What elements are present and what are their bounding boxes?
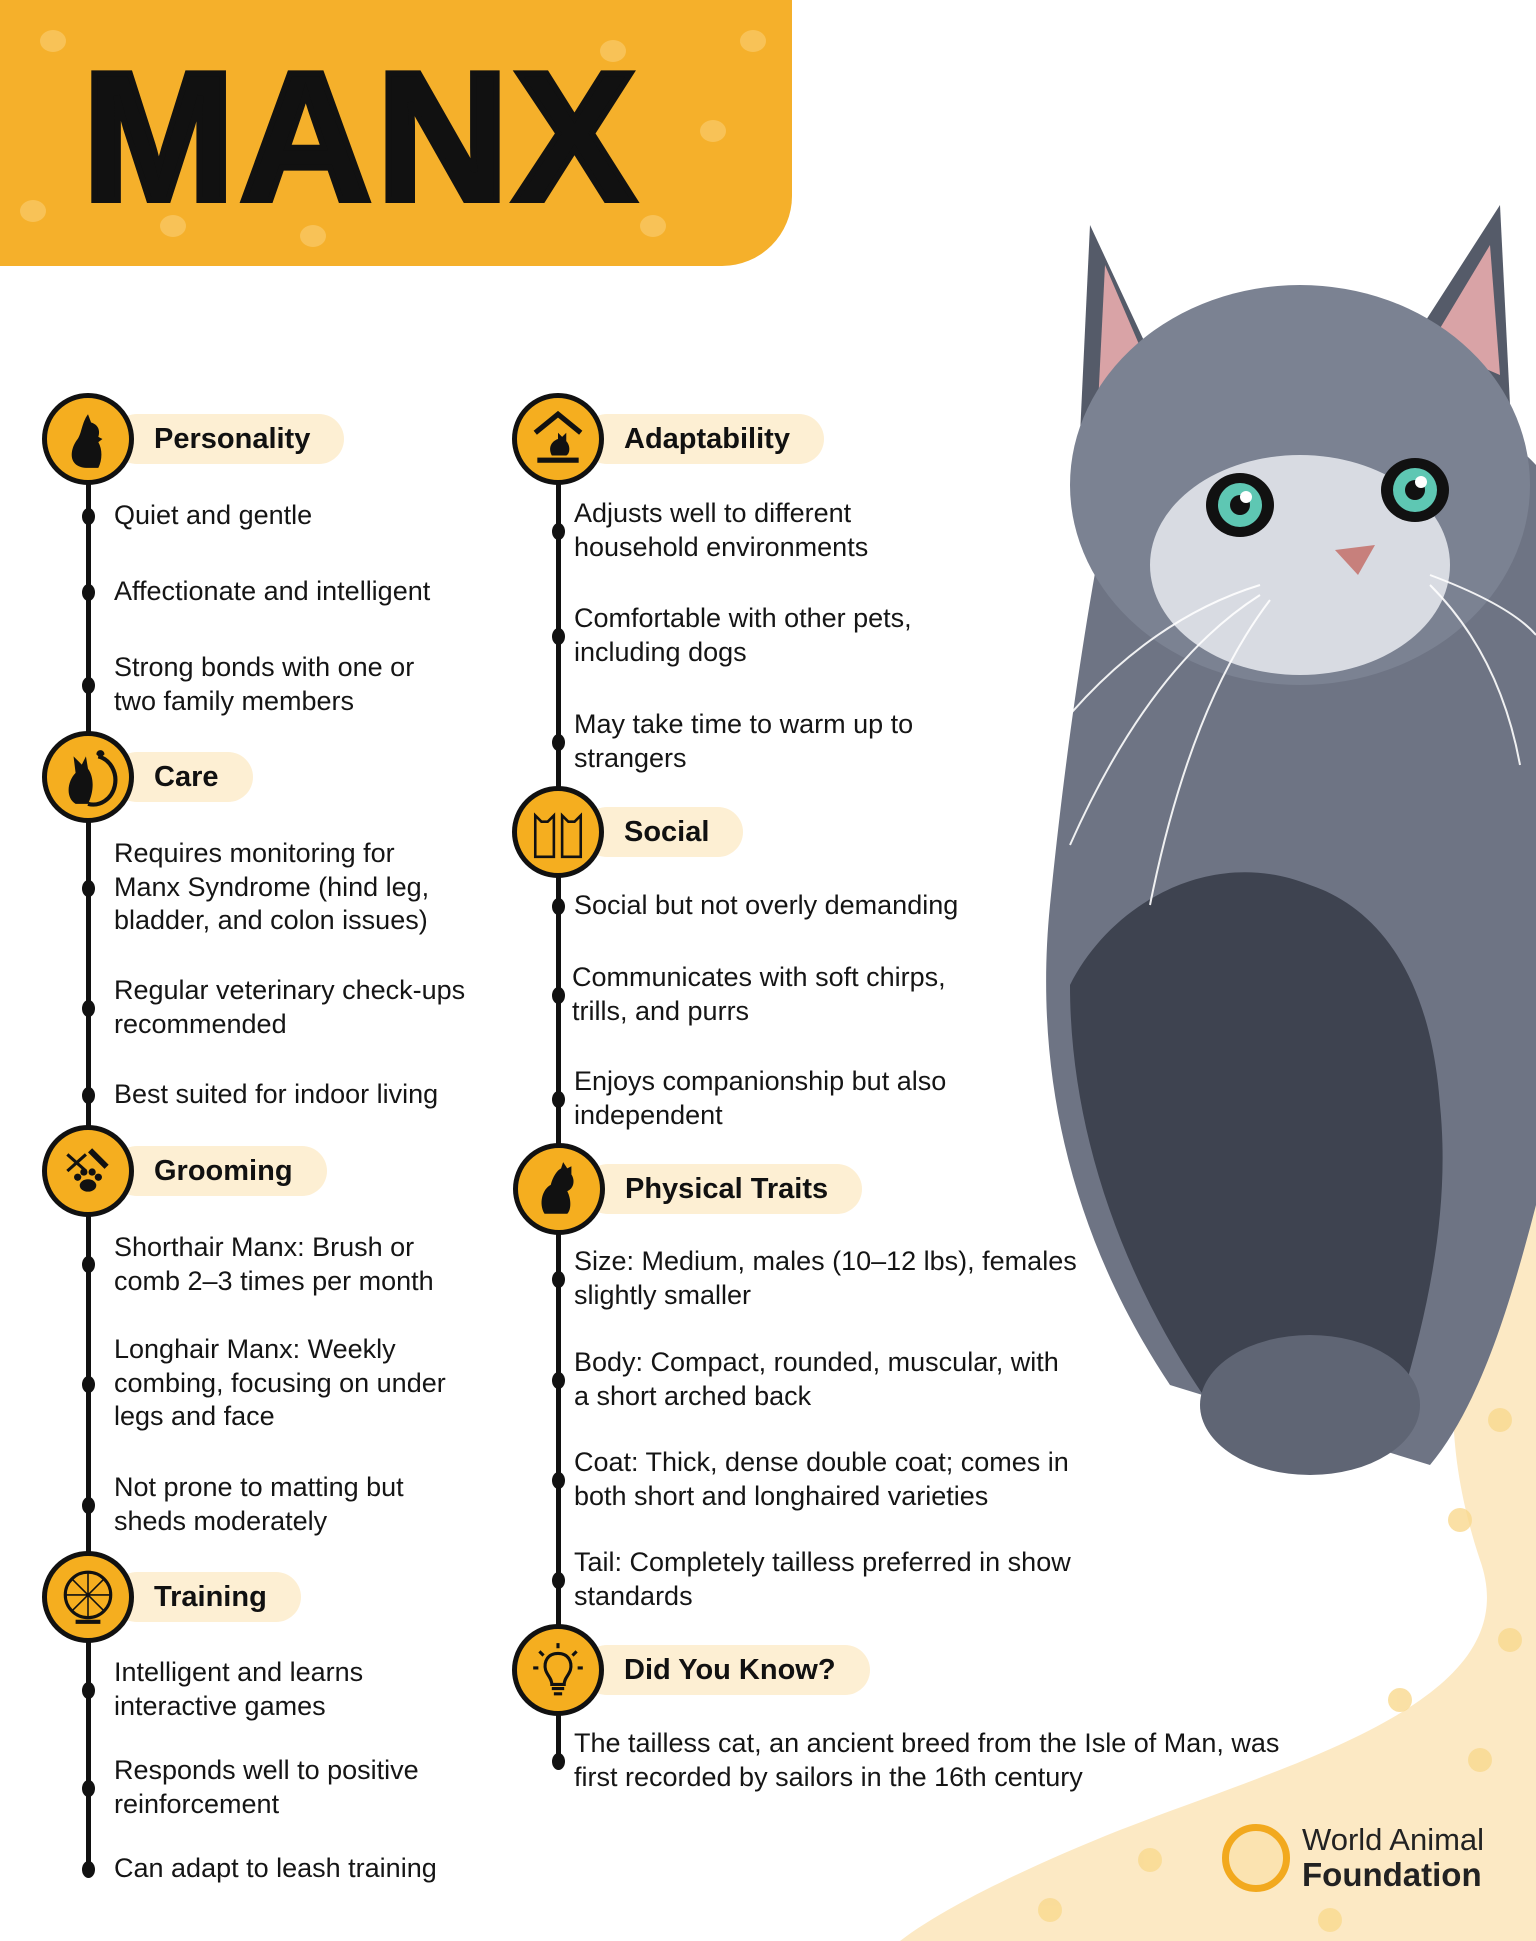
timeline-dot xyxy=(82,677,95,694)
list-item: Adjusts well to different household environments xyxy=(574,498,869,562)
timeline-dot xyxy=(82,1087,95,1104)
lightbulb-icon xyxy=(512,1624,604,1716)
list-item: Coat: Thick, dense double coat; comes in both short and longhaired varieties xyxy=(574,1447,1069,1511)
section-social-label: Social xyxy=(582,807,743,857)
list-item: Quiet and gentle xyxy=(114,500,313,530)
cat-house-icon xyxy=(512,393,604,485)
title-banner xyxy=(0,0,792,266)
timeline-dot xyxy=(552,1091,565,1108)
two-cats-icon xyxy=(512,786,604,878)
list-item: Tail: Completely tailless preferred in show standards xyxy=(574,1547,1071,1611)
timeline-dot xyxy=(552,898,565,915)
timeline-dot xyxy=(552,1472,565,1489)
cat-silhouette-icon xyxy=(42,393,134,485)
list-item: Size: Medium, males (10–12 lbs), females slightly smaller xyxy=(574,1246,1077,1310)
timeline-dot xyxy=(82,1861,95,1878)
timeline-dot xyxy=(552,523,565,540)
list-item: Comfortable with other pets, including dogs xyxy=(574,603,912,667)
section-grooming-label: Grooming xyxy=(112,1146,327,1196)
list-item: Can adapt to leash training xyxy=(114,1853,437,1883)
timeline-dot xyxy=(82,880,95,897)
list-item: Shorthair Manx: Brush or comb 2–3 times per month xyxy=(114,1232,434,1296)
list-item: Not prone to matting but sheds moderately xyxy=(114,1472,404,1536)
section-physical-label: Physical Traits xyxy=(583,1164,862,1214)
grooming-tools-icon xyxy=(42,1125,134,1217)
list-item: Strong bonds with one or two family members xyxy=(114,652,415,716)
timeline-dot xyxy=(82,1682,95,1699)
cat-heart-icon xyxy=(42,731,134,823)
logo-line2: Foundation xyxy=(1302,1856,1482,1893)
list-item: Longhair Manx: Weekly combing, focusing on under legs and face xyxy=(114,1334,446,1431)
timeline-dot xyxy=(552,1572,565,1589)
list-item: Social but not overly demanding xyxy=(574,890,959,920)
section-training-label: Training xyxy=(112,1572,301,1622)
timeline-dot xyxy=(82,584,95,601)
section-personality-label: Personality xyxy=(112,414,344,464)
list-item: Responds well to positive reinforcement xyxy=(114,1755,419,1819)
animal-logo-icon xyxy=(1222,1824,1290,1892)
timeline-dot xyxy=(552,1372,565,1389)
timeline-dot xyxy=(552,1271,565,1288)
timeline-dot xyxy=(82,1780,95,1797)
list-item: Enjoys companionship but also independent xyxy=(574,1066,947,1130)
list-item: Communicates with soft chirps, trills, and purrs xyxy=(572,962,946,1026)
timeline-dot xyxy=(82,1497,95,1514)
timeline-dot xyxy=(82,1376,95,1393)
timeline-dot xyxy=(552,1753,565,1770)
list-item: Requires monitoring for Manx Syndrome (hind leg, bladder, and colon issues) xyxy=(114,838,430,935)
manx-cat-illustration xyxy=(1010,205,1536,1505)
exercise-wheel-icon xyxy=(42,1551,134,1643)
section-care-label: Care xyxy=(112,752,253,802)
list-item: The tailless cat, an ancient breed from the Isle of Man, was first recorded by sailors in the 16th century xyxy=(574,1728,1280,1792)
list-item: Affectionate and intelligent xyxy=(114,576,431,606)
section-fact-label: Did You Know? xyxy=(582,1645,870,1695)
page-title: MANX xyxy=(82,33,640,239)
sitting-cat-icon xyxy=(513,1143,605,1235)
timeline-dot xyxy=(552,987,565,1004)
timeline-dot xyxy=(552,628,565,645)
timeline-dot xyxy=(552,734,565,751)
list-item: Best suited for indoor living xyxy=(114,1079,439,1109)
timeline-dot xyxy=(82,1000,95,1017)
list-item: May take time to warm up to strangers xyxy=(574,709,914,773)
list-item: Intelligent and learns interactive games xyxy=(114,1657,364,1721)
timeline-dot xyxy=(82,508,95,525)
logo-line1: World Animal xyxy=(1302,1822,1485,1857)
world-animal-foundation-logo xyxy=(1222,1818,1522,1898)
list-item: Body: Compact, rounded, muscular, with a short arched back xyxy=(574,1347,1059,1411)
list-item: Regular veterinary check-ups recommended xyxy=(114,975,466,1039)
section-adaptability-label: Adaptability xyxy=(582,414,824,464)
timeline-dot xyxy=(82,1256,95,1273)
